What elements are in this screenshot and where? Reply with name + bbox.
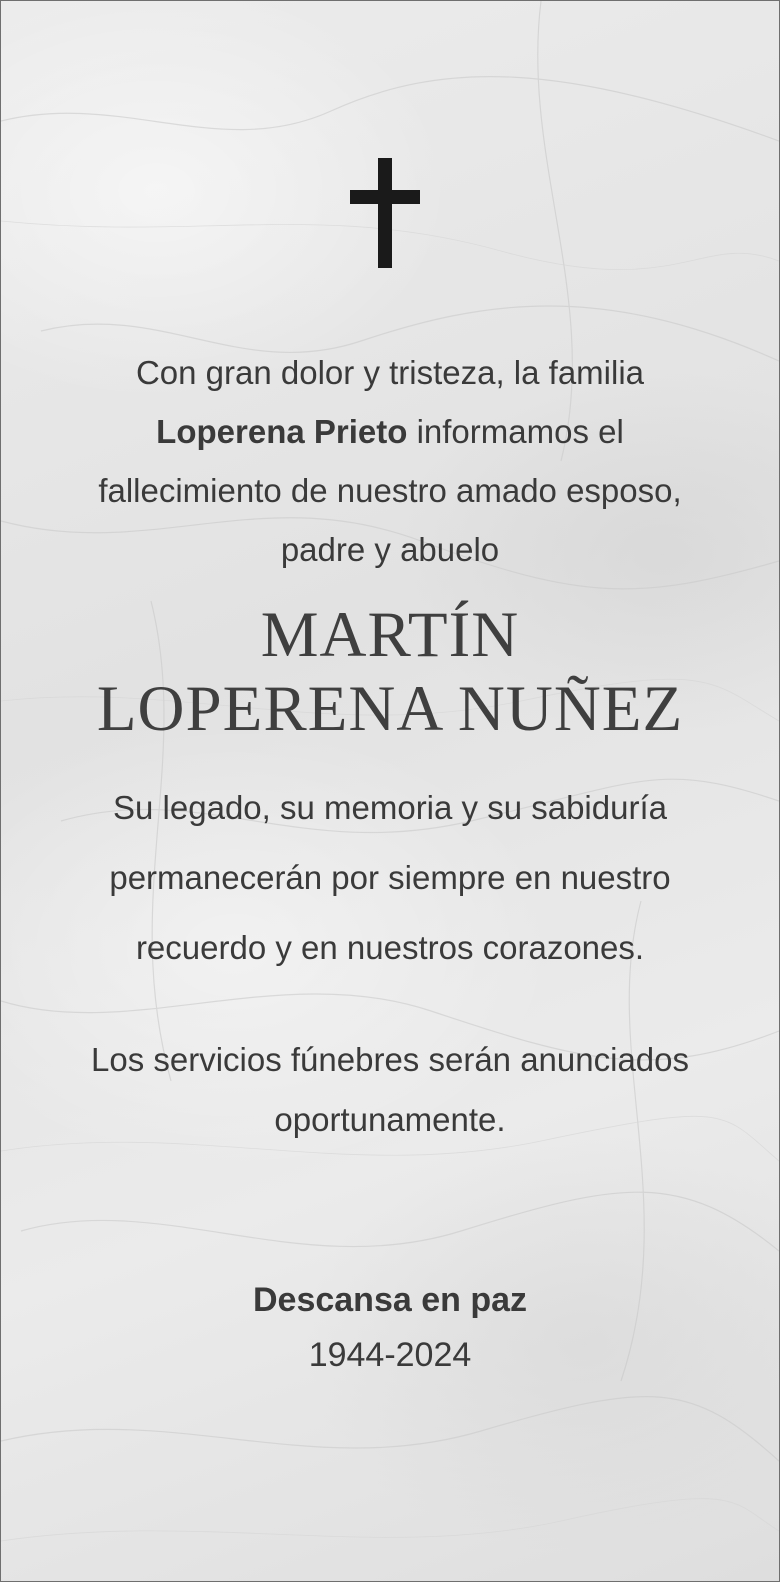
legacy-line-2: permanecerán por siempre en nuestro (109, 859, 671, 896)
latin-cross-icon (350, 158, 420, 268)
deceased-first-name: MARTÍN (260, 599, 520, 671)
intro-line-2-rest: informamos el (407, 413, 624, 450)
legacy-line-3: recuerdo y en nuestros corazones. (135, 929, 645, 966)
legacy-line-1: Su legado, su memoria y su sabiduría (113, 789, 667, 826)
intro-line-1: Con gran dolor y tristeza, la familia (135, 354, 645, 391)
services-line-2: oportunamente. (274, 1101, 506, 1138)
deceased-surnames: LOPERENA NUÑEZ (96, 673, 684, 745)
announcement-text (1, 343, 779, 579)
intro-line-4: padre y abuelo (280, 531, 500, 568)
intro-line-3: fallecimiento de nuestro amado esposo, (98, 472, 682, 509)
intro-line-2 (1, 402, 779, 461)
services-line-1: Los servicios fúnebres serán anunciados (90, 1041, 689, 1078)
life-years: 1944-2024 (308, 1336, 472, 1374)
rest-in-peace: Descansa en paz (252, 1281, 528, 1319)
family-name: Loperena Prieto (156, 413, 408, 450)
services-text (1, 1030, 779, 1150)
deceased-name (1, 598, 779, 746)
legacy-text (1, 773, 779, 983)
